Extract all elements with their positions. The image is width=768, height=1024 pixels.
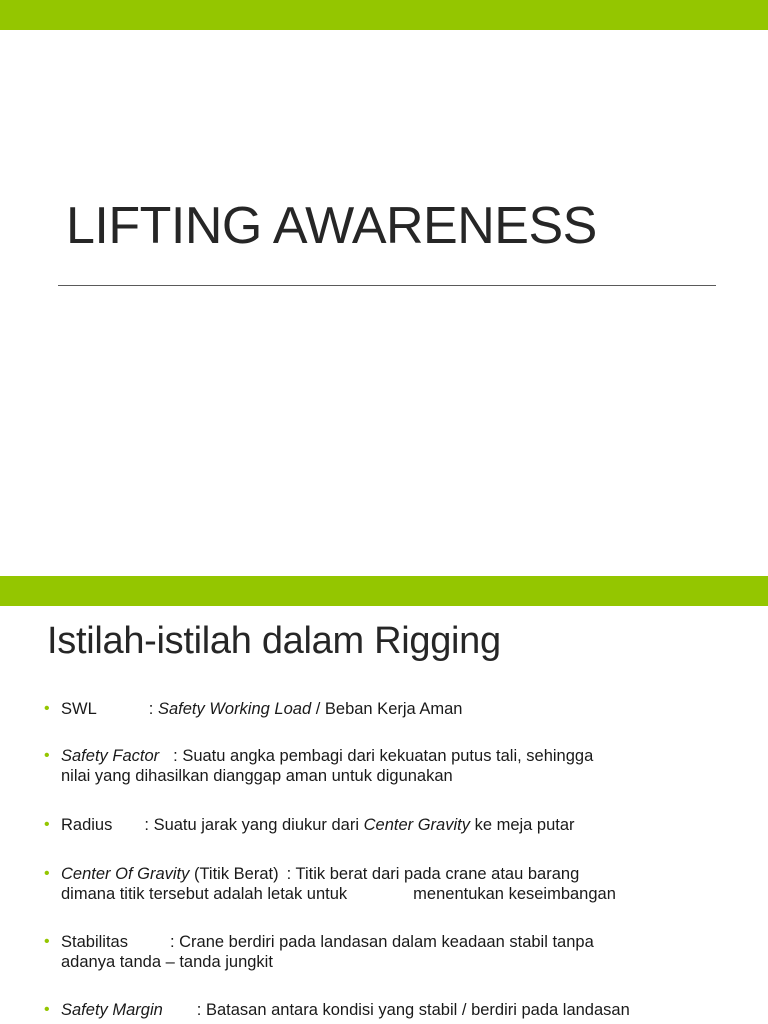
- bullet-icon: •: [44, 933, 50, 950]
- term-label: Stabilitas: [61, 933, 128, 951]
- accent-bar: [0, 576, 768, 606]
- title-divider: [58, 285, 716, 286]
- term-label: Safety Margin: [61, 1001, 163, 1019]
- term-label: Center Of Gravity: [61, 865, 190, 883]
- bullet-icon: •: [44, 865, 50, 882]
- term-label: SWL: [61, 700, 97, 718]
- bullet-icon: •: [44, 700, 50, 717]
- term-italic: Safety Working Load: [157, 700, 312, 718]
- accent-bar: [0, 0, 768, 30]
- term-label: Radius: [61, 816, 113, 834]
- bullet-icon: •: [44, 1001, 50, 1018]
- terms-heading: Istilah-istilah dalam Rigging: [47, 620, 501, 662]
- bullet-icon: •: [44, 747, 50, 764]
- bullet-icon: •: [44, 816, 50, 833]
- term-label: Safety Factor: [61, 747, 160, 765]
- slide-title-heading: LIFTING AWARENESS: [66, 197, 597, 255]
